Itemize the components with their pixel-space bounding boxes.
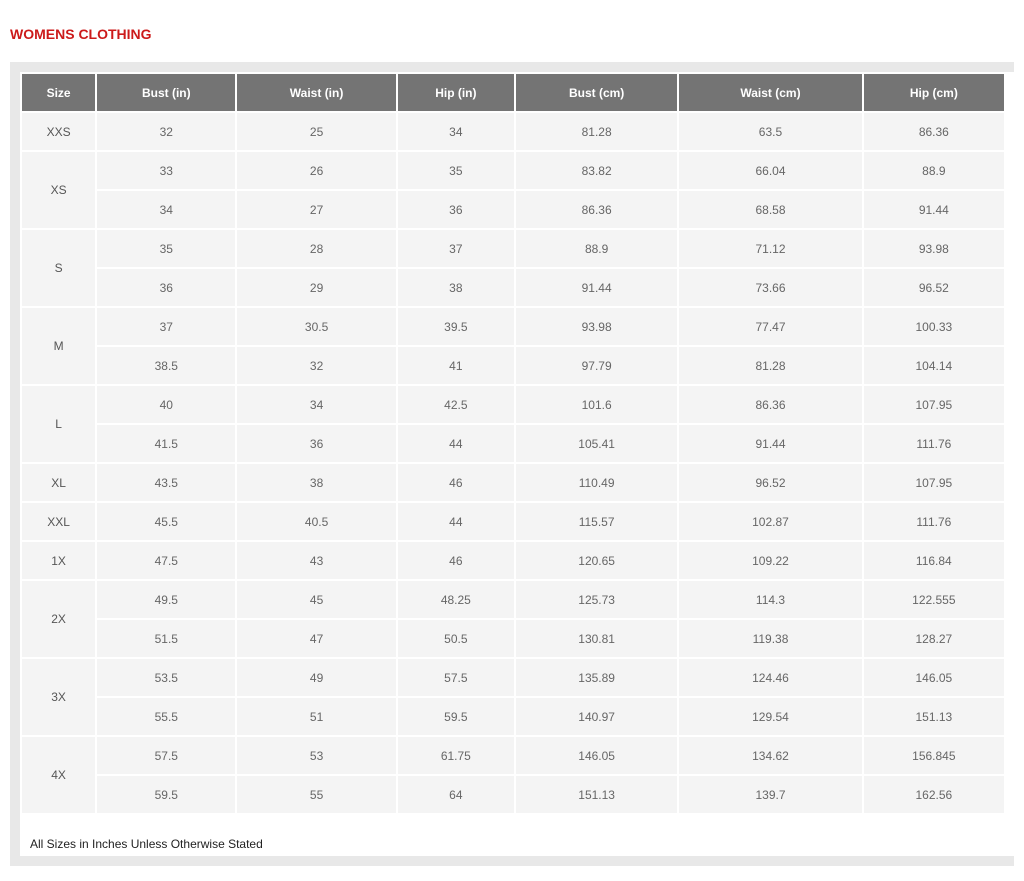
measurement-cell: 50.5 — [398, 620, 514, 657]
column-header: Waist (cm) — [679, 74, 861, 111]
measurement-cell: 93.98 — [516, 308, 677, 345]
measurement-cell: 36 — [97, 269, 235, 306]
measurement-cell: 151.13 — [516, 776, 677, 813]
measurement-cell: 88.9 — [516, 230, 677, 267]
measurement-cell: 41.5 — [97, 425, 235, 462]
size-label-cell: S — [22, 230, 95, 306]
measurement-cell: 140.97 — [516, 698, 677, 735]
table-row — [22, 776, 1004, 813]
table-row — [22, 113, 1004, 150]
measurement-cell: 134.62 — [679, 737, 861, 774]
measurement-cell: 116.84 — [864, 542, 1004, 579]
table-row — [22, 698, 1004, 735]
table-body — [22, 113, 1004, 813]
size-chart-table — [20, 72, 1006, 815]
measurement-cell: 128.27 — [864, 620, 1004, 657]
measurement-cell: 151.13 — [864, 698, 1004, 735]
measurement-cell: 43 — [237, 542, 395, 579]
measurement-cell: 120.65 — [516, 542, 677, 579]
measurement-cell: 35 — [97, 230, 235, 267]
measurement-cell: 97.79 — [516, 347, 677, 384]
size-label-cell: 4X — [22, 737, 95, 813]
table-row — [22, 152, 1004, 189]
measurement-cell: 43.5 — [97, 464, 235, 501]
size-chart-inner — [20, 72, 1014, 856]
measurement-cell: 42.5 — [398, 386, 514, 423]
measurement-cell: 55 — [237, 776, 395, 813]
measurement-cell: 25 — [237, 113, 395, 150]
table-row — [22, 737, 1004, 774]
size-chart-panel — [10, 62, 1014, 866]
page-title: WOMENS CLOTHING — [10, 26, 152, 42]
measurement-cell: 119.38 — [679, 620, 861, 657]
measurement-cell: 107.95 — [864, 386, 1004, 423]
table-row — [22, 425, 1004, 462]
measurement-cell: 129.54 — [679, 698, 861, 735]
measurement-cell: 36 — [398, 191, 514, 228]
measurement-cell: 86.36 — [516, 191, 677, 228]
size-label-cell: M — [22, 308, 95, 384]
measurement-cell: 51.5 — [97, 620, 235, 657]
measurement-cell: 101.6 — [516, 386, 677, 423]
measurement-cell: 111.76 — [864, 425, 1004, 462]
measurement-cell: 40 — [97, 386, 235, 423]
measurement-cell: 115.57 — [516, 503, 677, 540]
measurement-cell: 34 — [97, 191, 235, 228]
measurement-cell: 91.44 — [679, 425, 861, 462]
measurement-cell: 44 — [398, 503, 514, 540]
measurement-cell: 51 — [237, 698, 395, 735]
table-row — [22, 464, 1004, 501]
measurement-cell: 45 — [237, 581, 395, 618]
measurement-cell: 104.14 — [864, 347, 1004, 384]
column-header: Bust (in) — [97, 74, 235, 111]
table-row — [22, 230, 1004, 267]
measurement-cell: 125.73 — [516, 581, 677, 618]
measurement-cell: 130.81 — [516, 620, 677, 657]
measurement-cell: 37 — [398, 230, 514, 267]
size-label-cell: XS — [22, 152, 95, 228]
measurement-cell: 88.9 — [864, 152, 1004, 189]
measurement-cell: 30.5 — [237, 308, 395, 345]
measurement-cell: 86.36 — [679, 386, 861, 423]
measurement-cell: 38 — [398, 269, 514, 306]
table-row — [22, 542, 1004, 579]
measurement-cell: 55.5 — [97, 698, 235, 735]
table-row — [22, 347, 1004, 384]
size-label-cell: 2X — [22, 581, 95, 657]
header-row — [22, 74, 1004, 111]
measurement-cell: 47.5 — [97, 542, 235, 579]
measurement-cell: 37 — [97, 308, 235, 345]
measurement-cell: 122.555 — [864, 581, 1004, 618]
measurement-cell: 29 — [237, 269, 395, 306]
size-label-cell: 3X — [22, 659, 95, 735]
table-row — [22, 503, 1004, 540]
column-header: Size — [22, 74, 95, 111]
measurement-cell: 146.05 — [516, 737, 677, 774]
measurement-cell: 46 — [398, 542, 514, 579]
measurement-cell: 33 — [97, 152, 235, 189]
measurement-cell: 139.7 — [679, 776, 861, 813]
measurement-cell: 38.5 — [97, 347, 235, 384]
measurement-cell: 124.46 — [679, 659, 861, 696]
measurement-cell: 162.56 — [864, 776, 1004, 813]
measurement-cell: 39.5 — [398, 308, 514, 345]
measurement-cell: 53.5 — [97, 659, 235, 696]
measurement-cell: 68.58 — [679, 191, 861, 228]
measurement-cell: 96.52 — [864, 269, 1004, 306]
measurement-cell: 34 — [237, 386, 395, 423]
measurement-cell: 46 — [398, 464, 514, 501]
measurement-cell: 53 — [237, 737, 395, 774]
measurement-cell: 41 — [398, 347, 514, 384]
table-row — [22, 308, 1004, 345]
measurement-cell: 28 — [237, 230, 395, 267]
measurement-cell: 107.95 — [864, 464, 1004, 501]
table-row — [22, 581, 1004, 618]
column-header: Hip (in) — [398, 74, 514, 111]
measurement-cell: 91.44 — [864, 191, 1004, 228]
measurement-cell: 44 — [398, 425, 514, 462]
measurement-cell: 135.89 — [516, 659, 677, 696]
measurement-cell: 57.5 — [97, 737, 235, 774]
measurement-cell: 32 — [97, 113, 235, 150]
measurement-cell: 86.36 — [864, 113, 1004, 150]
measurement-cell: 47 — [237, 620, 395, 657]
measurement-cell: 49 — [237, 659, 395, 696]
measurement-cell: 156.845 — [864, 737, 1004, 774]
measurement-cell: 27 — [237, 191, 395, 228]
measurement-cell: 81.28 — [679, 347, 861, 384]
measurement-cell: 81.28 — [516, 113, 677, 150]
measurement-cell: 96.52 — [679, 464, 861, 501]
measurement-cell: 91.44 — [516, 269, 677, 306]
table-row — [22, 659, 1004, 696]
measurement-cell: 57.5 — [398, 659, 514, 696]
measurement-cell: 111.76 — [864, 503, 1004, 540]
measurement-cell: 63.5 — [679, 113, 861, 150]
measurement-cell: 109.22 — [679, 542, 861, 579]
footnote: All Sizes in Inches Unless Otherwise Stated — [30, 837, 263, 851]
size-label-cell: 1X — [22, 542, 95, 579]
table-row — [22, 386, 1004, 423]
measurement-cell: 83.82 — [516, 152, 677, 189]
measurement-cell: 64 — [398, 776, 514, 813]
measurement-cell: 45.5 — [97, 503, 235, 540]
measurement-cell: 77.47 — [679, 308, 861, 345]
column-header: Hip (cm) — [864, 74, 1004, 111]
size-label-cell: L — [22, 386, 95, 462]
size-label-cell: XXS — [22, 113, 95, 150]
measurement-cell: 73.66 — [679, 269, 861, 306]
measurement-cell: 32 — [237, 347, 395, 384]
measurement-cell: 59.5 — [97, 776, 235, 813]
column-header: Bust (cm) — [516, 74, 677, 111]
measurement-cell: 36 — [237, 425, 395, 462]
measurement-cell: 61.75 — [398, 737, 514, 774]
measurement-cell: 100.33 — [864, 308, 1004, 345]
measurement-cell: 102.87 — [679, 503, 861, 540]
measurement-cell: 66.04 — [679, 152, 861, 189]
measurement-cell: 38 — [237, 464, 395, 501]
table-row — [22, 191, 1004, 228]
measurement-cell: 146.05 — [864, 659, 1004, 696]
measurement-cell: 114.3 — [679, 581, 861, 618]
measurement-cell: 59.5 — [398, 698, 514, 735]
measurement-cell: 105.41 — [516, 425, 677, 462]
column-header: Waist (in) — [237, 74, 395, 111]
measurement-cell: 93.98 — [864, 230, 1004, 267]
size-label-cell: XL — [22, 464, 95, 501]
measurement-cell: 35 — [398, 152, 514, 189]
measurement-cell: 34 — [398, 113, 514, 150]
measurement-cell: 48.25 — [398, 581, 514, 618]
measurement-cell: 49.5 — [97, 581, 235, 618]
table-row — [22, 620, 1004, 657]
table-row — [22, 269, 1004, 306]
measurement-cell: 110.49 — [516, 464, 677, 501]
measurement-cell: 26 — [237, 152, 395, 189]
size-label-cell: XXL — [22, 503, 95, 540]
measurement-cell: 71.12 — [679, 230, 861, 267]
measurement-cell: 40.5 — [237, 503, 395, 540]
